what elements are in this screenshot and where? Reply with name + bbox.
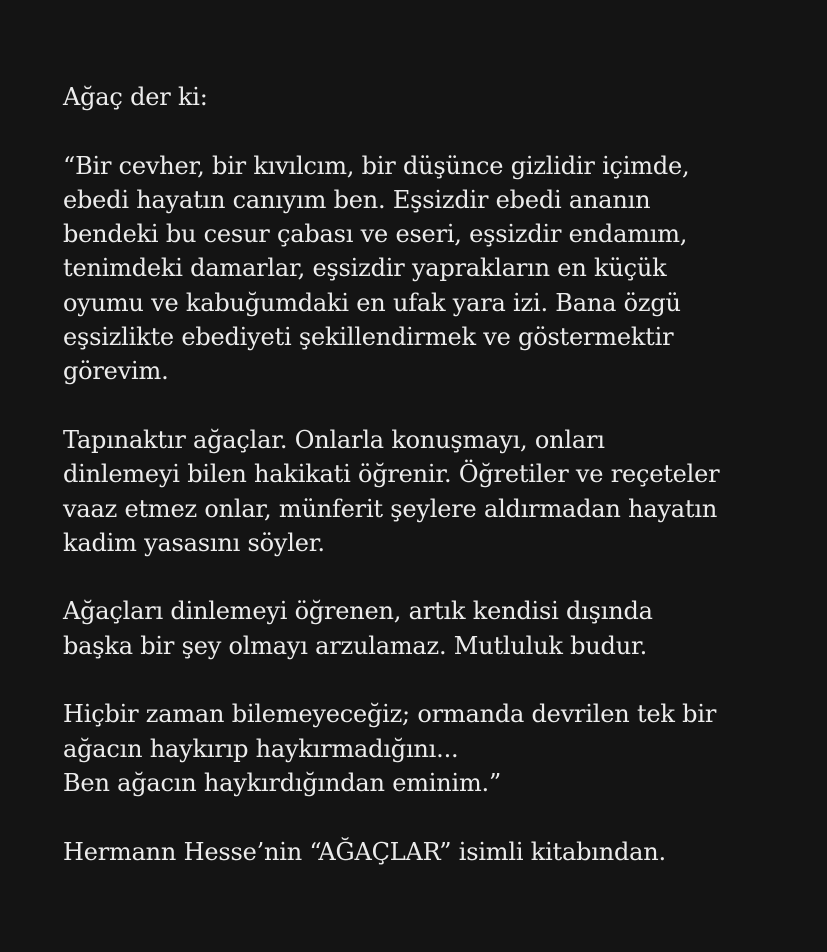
attribution-text: Hermann Hesse’nin “AĞAÇLAR” isimli kitabından. — [63, 837, 666, 866]
paragraph-gap — [63, 389, 803, 423]
paragraph-gap — [63, 663, 803, 697]
text-line: Hiçbir zaman bilemeyeceğiz; ormanda devrilen tek bir — [63, 700, 717, 729]
paragraph-happiness — [63, 594, 803, 663]
text-line: görevim. — [63, 357, 169, 386]
paragraph-gap — [63, 560, 803, 594]
text-line: ağacın haykırıp haykırmadığını... — [63, 734, 459, 763]
text-line: Ağaçları dinlemeyi öğrenen, artık kendisi dışında — [63, 597, 653, 626]
text-line: dinlemeyi bilen hakikati öğrenir. Öğretiler ve reçeteler — [63, 460, 720, 489]
paragraph-gap — [63, 800, 803, 834]
text-line: Ben ağacın haykırdığından eminim.” — [63, 768, 502, 797]
attribution — [63, 835, 803, 869]
text-line: “Bir cevher, bir kıvılcım, bir düşünce gizlidir içimde, — [63, 151, 690, 180]
text-line: eşsizlikte ebediyeti şekillendirmek ve göstermektir — [63, 323, 674, 352]
text-line: vaaz etmez onlar, münferit şeylere aldırmadan hayatın — [63, 494, 718, 523]
paragraph-tree-speech — [63, 149, 803, 389]
paragraph-gap — [63, 114, 803, 148]
intro-line — [63, 80, 803, 114]
text-line: Tapınaktır ağaçlar. Onlarla konuşmayı, onları — [63, 425, 605, 454]
paragraph-temples — [63, 423, 803, 560]
text-line: oyumu ve kabuğumdaki en ufak yara izi. Bana özgü — [63, 288, 681, 317]
text-line: tenimdeki damarlar, eşsizdir yaprakların en küçük — [63, 254, 667, 283]
text-line: kadim yasasını söyler. — [63, 528, 325, 557]
text-line: ebedi hayatın canıyım ben. Eşsizdir ebedi ananın — [63, 185, 651, 214]
intro-text: Ağaç der ki: — [63, 83, 208, 111]
text-line: başka bir şey olmayı arzulamaz. Mutluluk budur. — [63, 631, 648, 660]
quote-document — [63, 80, 803, 869]
text-line: bendeki bu cesur çabası ve eseri, eşsizdir endamım, — [63, 220, 688, 249]
paragraph-falling-tree — [63, 697, 803, 800]
